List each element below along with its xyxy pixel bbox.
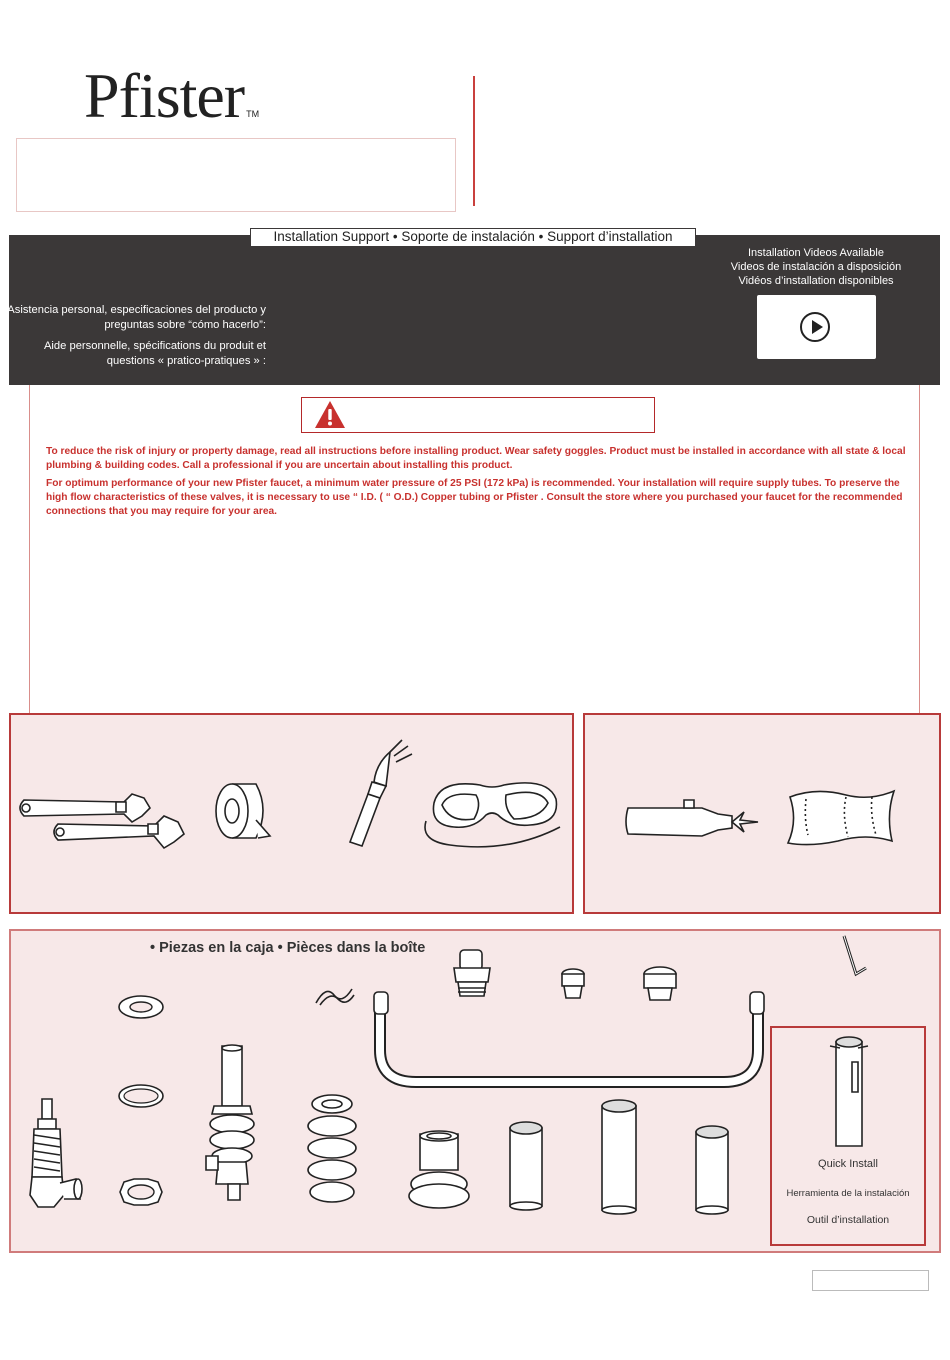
warning-paragraph-2: For optimum performance of your new Pfister faucet, a minimum water pressure of 25 PSI (172 kPa) is recommended. Your installation will require supply tubes. To preserve the high flow characteristics of these valves, it is necessary to use “ I.D. ( “ O.D.) Copper tubing or Pfister . Consult the store where you purchased your faucet for the recommended connections that you may require for your area. <box>46 478 903 517</box>
short-pipe-part <box>506 1120 546 1210</box>
deburr-tool-icon <box>622 798 762 843</box>
videos-available <box>716 246 916 288</box>
header-divider <box>473 76 475 206</box>
document-code-box <box>812 1270 929 1291</box>
cloth-icon <box>786 785 898 849</box>
brand-logo <box>84 60 260 131</box>
cap-plug-part <box>640 964 680 1004</box>
handle-adapter-part <box>450 946 494 1000</box>
locknut-part <box>116 1176 166 1208</box>
valve-body-part <box>24 1095 84 1215</box>
warning-banner <box>301 397 655 433</box>
hex-key-icon <box>838 934 868 980</box>
warning-icon <box>314 400 346 430</box>
warning-frame <box>29 385 920 715</box>
goggles-icon <box>420 775 565 855</box>
washer-part <box>116 994 166 1020</box>
trademark: TM <box>246 109 260 119</box>
supply-tube-part <box>372 990 770 1090</box>
quick-install-label-fr: Outil d’installation <box>806 1214 890 1226</box>
videos-line-en: Installation Videos Available <box>748 247 884 259</box>
help-text-fr: Aide personnelle, spécifications du produit et questions « pratico-pratiques » : <box>43 340 266 367</box>
model-number-box <box>16 138 456 212</box>
tape-icon <box>208 780 274 846</box>
medium-pipe-part <box>692 1124 732 1214</box>
quick-install-label-en: Quick Install <box>818 1158 878 1170</box>
quick-install-label-es: Herramienta de la instalación <box>786 1188 910 1199</box>
videos-line-es: Videos de instalación a disposición <box>730 261 902 273</box>
video-button[interactable] <box>757 295 876 359</box>
support-title: Installation Support • Soporte de instalación • Support d’installation <box>250 228 696 247</box>
valve-stem-part <box>200 1044 266 1204</box>
warning-paragraph-1: To reduce the risk of injury or property damage, read all instructions before installing product. Wear safety goggles. Product must be installed in accordance with all state & local plumbing & building codes. Call a professional if you are uncertain about installing this product. <box>46 446 906 471</box>
quick-install-tool-icon <box>826 1034 872 1150</box>
help-text-es: Asistencia personal, especificaciones del producto y preguntas sobre “cómo hacerlo”: <box>7 304 266 331</box>
mounting-ring-stack-part <box>304 1092 360 1212</box>
threaded-fitting-part <box>404 1130 474 1212</box>
brand-name: Pfister <box>84 60 245 131</box>
o-ring-part <box>116 1082 166 1110</box>
long-pipe-part <box>598 1098 640 1214</box>
clip-part <box>312 985 356 1007</box>
videos-line-fr: Vidéos d’installation disponibles <box>738 275 894 287</box>
small-plug-part <box>558 966 588 1002</box>
play-icon <box>800 312 830 342</box>
torch-icon <box>346 738 416 848</box>
wrench-icon <box>14 790 194 860</box>
parts-heading: • Piezas en la caja • Pièces dans la boîte <box>150 940 426 956</box>
